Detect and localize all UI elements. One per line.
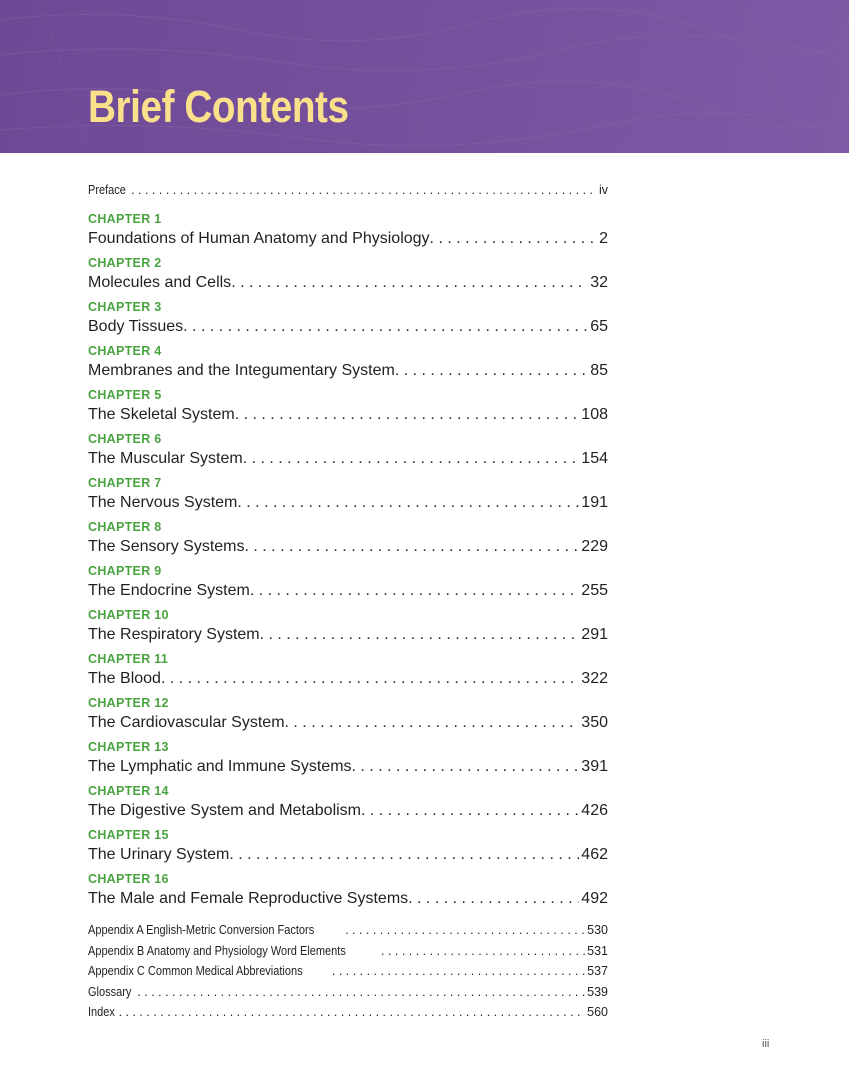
page-title: Brief Contents <box>88 81 349 132</box>
chapter-entry[interactable] <box>88 564 608 608</box>
toc-entry-appendix-b[interactable] <box>88 941 608 962</box>
chapter-title: Body Tissues <box>88 318 184 335</box>
dot-leader <box>345 920 585 941</box>
entry-label: Glossary <box>88 984 132 999</box>
dot-leader <box>395 359 588 382</box>
dot-leader <box>161 667 579 690</box>
dot-leader <box>231 271 588 294</box>
chapter-title: The Urinary System <box>88 846 230 863</box>
chapter-page: 492 <box>581 890 608 907</box>
entry-label: Appendix C Common Medical Abbreviations <box>88 964 303 978</box>
chapter-page: 65 <box>590 318 608 335</box>
chapter-title: The Muscular System <box>88 450 243 467</box>
chapter-entry[interactable] <box>88 344 608 388</box>
chapter-title: The Blood <box>88 670 161 687</box>
chapter-page: 426 <box>581 802 608 819</box>
chapter-number: CHAPTER 14 <box>88 784 169 798</box>
dot-leader <box>381 941 585 962</box>
dot-leader <box>361 799 579 822</box>
chapter-entry[interactable] <box>88 652 608 696</box>
chapter-entry[interactable] <box>88 476 608 520</box>
table-of-contents <box>88 180 608 1023</box>
chapter-page: 32 <box>590 274 608 291</box>
chapter-number: CHAPTER 11 <box>88 652 169 666</box>
back-matter-list <box>88 920 608 1023</box>
chapter-number: CHAPTER 7 <box>88 476 162 490</box>
chapter-title: The Cardiovascular System <box>88 714 285 731</box>
chapter-title: The Respiratory System <box>88 626 260 643</box>
dot-leader <box>243 447 580 470</box>
chapter-number: CHAPTER 8 <box>88 520 162 534</box>
page-number: iii <box>762 1038 770 1050</box>
chapter-entry[interactable] <box>88 388 608 432</box>
chapter-page: 85 <box>590 362 608 379</box>
chapter-entry[interactable] <box>88 432 608 476</box>
chapter-number: CHAPTER 12 <box>88 696 169 710</box>
chapter-list <box>88 212 608 916</box>
chapter-entry[interactable] <box>88 212 608 256</box>
entry-label: Appendix B Anatomy and Physiology Word Elements <box>88 943 346 958</box>
chapter-page: 350 <box>581 714 608 731</box>
dot-leader <box>352 755 580 778</box>
chapter-number: CHAPTER 2 <box>88 256 162 270</box>
chapter-title: The Lymphatic and Immune Systems <box>88 758 352 775</box>
chapter-number: CHAPTER 4 <box>88 344 162 358</box>
dot-leader <box>285 711 580 734</box>
chapter-entry[interactable] <box>88 784 608 828</box>
dot-leader <box>131 180 597 200</box>
dot-leader <box>119 1002 586 1023</box>
toc-entry-index[interactable] <box>88 1002 608 1023</box>
dot-leader <box>137 982 585 1003</box>
chapter-number: CHAPTER 5 <box>88 388 162 402</box>
entry-page: 531 <box>587 943 608 958</box>
chapter-number: CHAPTER 13 <box>88 740 169 754</box>
chapter-page: 229 <box>581 538 608 555</box>
entry-page: 537 <box>587 964 608 978</box>
toc-entry-appendix-a[interactable] <box>88 920 608 941</box>
entry-label: Appendix A English-Metric Conversion Factors <box>88 923 315 937</box>
chapter-number: CHAPTER 10 <box>88 608 169 622</box>
chapter-page: 2 <box>599 230 608 247</box>
chapter-number: CHAPTER 6 <box>88 432 162 446</box>
dot-leader <box>237 491 579 514</box>
chapter-title: The Nervous System <box>88 494 238 511</box>
chapter-entry[interactable] <box>88 520 608 564</box>
chapter-entry[interactable] <box>88 256 608 300</box>
chapter-entry[interactable] <box>88 872 608 916</box>
chapter-page: 108 <box>581 406 608 423</box>
chapter-title: The Sensory Systems <box>88 538 245 555</box>
dot-leader <box>260 623 580 646</box>
chapter-page: 154 <box>581 450 608 467</box>
chapter-title: The Digestive System and Metabolism <box>88 802 361 819</box>
toc-entry-glossary[interactable] <box>88 982 608 1003</box>
chapter-page: 462 <box>581 846 608 863</box>
chapter-title: The Skeletal System <box>88 406 235 423</box>
dot-leader <box>235 403 580 426</box>
chapter-number: CHAPTER 3 <box>88 300 162 314</box>
chapter-page: 391 <box>581 758 608 775</box>
chapter-title: Membranes and the Integumentary System <box>88 362 395 379</box>
dot-leader <box>430 227 598 250</box>
entry-label: Index <box>88 1005 115 1019</box>
chapter-title: Foundations of Human Anatomy and Physiology <box>88 230 430 247</box>
chapter-number: CHAPTER 16 <box>88 872 169 886</box>
entry-page: iv <box>598 183 608 197</box>
header-banner <box>0 0 849 153</box>
chapter-title: The Endocrine System <box>88 582 250 599</box>
toc-entry-appendix-c[interactable] <box>88 961 608 982</box>
chapter-entry[interactable] <box>88 608 608 652</box>
entry-page: 560 <box>587 1005 608 1019</box>
chapter-entry[interactable] <box>88 828 608 872</box>
chapter-number: CHAPTER 1 <box>88 212 162 226</box>
chapter-title: The Male and Female Reproductive Systems <box>88 890 409 907</box>
entry-page: 530 <box>587 923 608 937</box>
chapter-entry[interactable] <box>88 696 608 740</box>
chapter-title: Molecules and Cells <box>88 274 232 291</box>
dot-leader <box>245 535 580 558</box>
dot-leader <box>250 579 579 602</box>
chapter-page: 191 <box>581 494 608 511</box>
entry-label: Preface <box>88 183 126 197</box>
entry-page: 539 <box>587 984 608 999</box>
chapter-entry[interactable] <box>88 300 608 344</box>
chapter-number: CHAPTER 15 <box>88 828 169 842</box>
dot-leader <box>332 961 585 982</box>
dot-leader <box>229 843 579 866</box>
chapter-page: 322 <box>581 670 608 687</box>
dot-leader <box>408 887 579 910</box>
dot-leader <box>183 315 588 338</box>
chapter-entry[interactable] <box>88 740 608 784</box>
chapter-page: 291 <box>581 626 608 643</box>
chapter-number: CHAPTER 9 <box>88 564 162 578</box>
chapter-page: 255 <box>581 582 608 599</box>
toc-entry-preface[interactable] <box>88 180 608 200</box>
